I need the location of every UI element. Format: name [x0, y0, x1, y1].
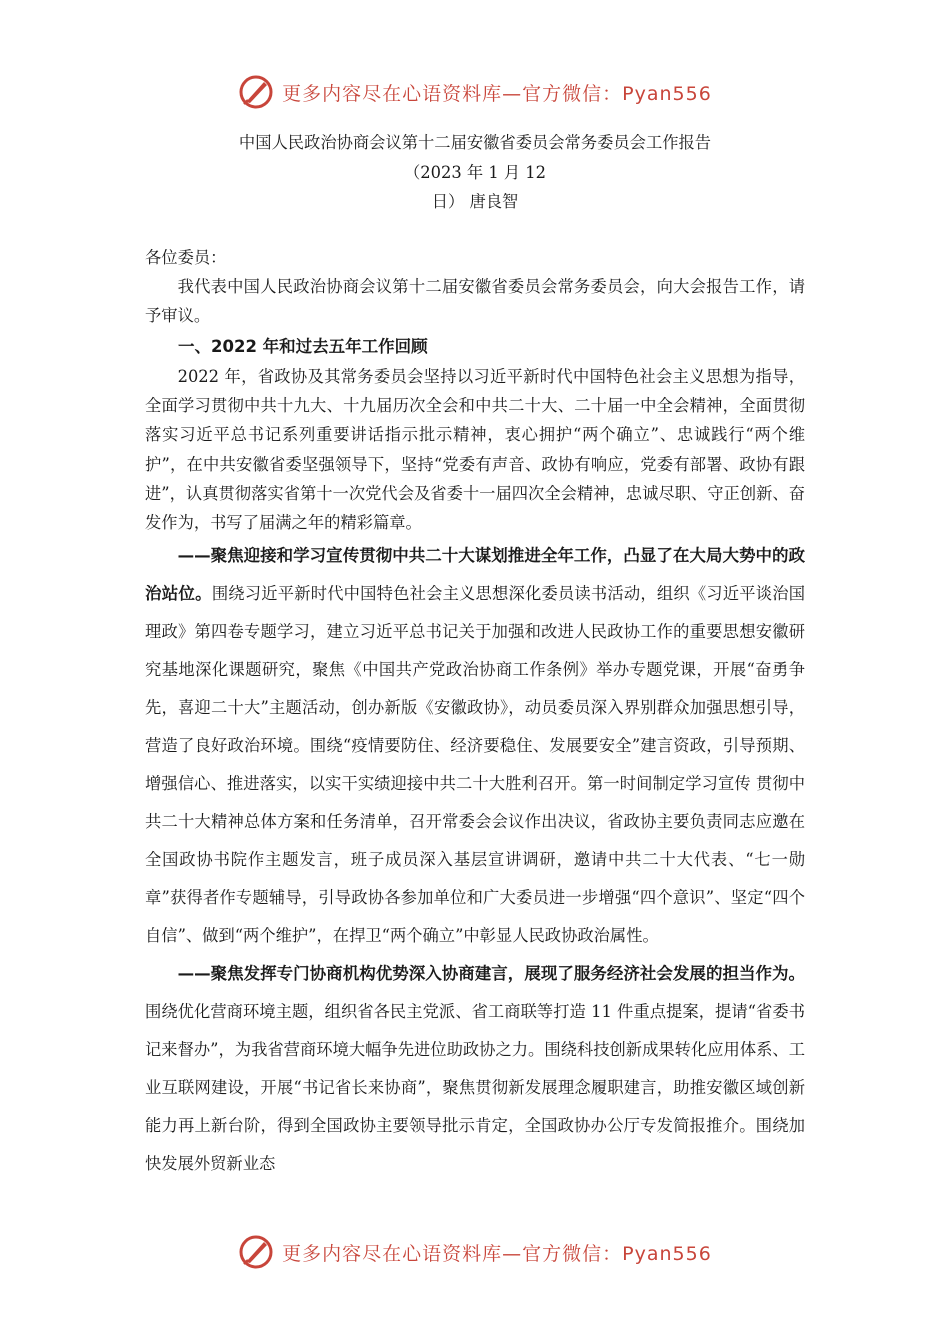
paragraph-2022-overview: 2022 年，省政协及其常务委员会坚持以习近平新时代中国特色社会主义思想为指导，全面学习贯彻中共十九大、十九届历次全会和中共二十大、二十届一中全会精神，全面贯彻落实习近平总书记系列重要讲话指示批示精神，衷心拥护“两个确立”、忠诚践行“两个维护”，在中共安徽省委坚强领导下，坚持“党委有声音、政协有响应，党委有部署、政协有跟进”，认真贯彻落实省第十一次党代会及省委十一届四次全会精神，忠诚尽职、守正创新、奋发作为，书写了届满之年的精彩篇章。: [145, 366, 805, 533]
paragraph-lead: ——聚焦发挥专门协商机构优势深入协商建言，展现了服务经济社会发展的担当作为。: [177, 964, 805, 984]
intro-paragraph: 我代表中国人民政治协商会议第十二届安徽省委员会常务委员会，向大会报告工作，请予审议。: [145, 276, 805, 326]
paragraph-body: 围绕习近平新时代中国特色社会主义思想深化委员读书活动，组织《习近平谈治国理政》第四卷专题学习，建立习近平总书记关于加强和改进人民政协工作的重要思想安徽研究基地深化课题研究，聚焦《中国共产党政治协商工作条例》举办专题党课，开展“奋勇争先，喜迎二十大”主题活动，创办新版《安徽政协》，动员委员深入界别群众加强思想引导，营造了良好政治环境。围绕“疫情要防住、经济要稳住、发展要安全”建言资政，引导预期、增强信心、推进落实，以实干实绩迎接中共二十大胜利召开。第一时间制定学习宣传 贯彻中共二十大精神总体方案和任务清单，召开常委会会议作出决议，省政协主要负责同志应邀在全国政协书院作主题发言，班子成员深入基层宣讲调研，邀请中共二十大代表、“七一勋章”获得者作专题辅导，引导政协各参加单位和广大委员进一步增强“四个意识”、坚定“四个自信”、做到“两个维护”，在捍卫“两个确立”中彰显人民政协政治属性。: [145, 584, 805, 946]
watermark-header: [0, 72, 950, 112]
document-author: 日） 唐良智: [431, 192, 519, 211]
watermark-text: 更多内容尽在心语资料库—官方微信：Pyan556: [282, 82, 712, 105]
watermark-text: 更多内容尽在心语资料库—官方微信：Pyan556: [282, 1242, 712, 1265]
watermark-footer: [0, 1232, 950, 1272]
section-heading: 一、2022 年和过去五年工作回顾: [178, 337, 428, 357]
document-body: [145, 128, 805, 1183]
salutation: 各位委员：: [145, 247, 227, 267]
paragraph-consultation: [145, 955, 805, 1183]
document-title: 中国人民政治协商会议第十二届安徽省委员会常务委员会工作报告: [238, 133, 712, 152]
quill-logo-icon: [238, 1234, 274, 1270]
quill-logo-icon: [238, 74, 274, 110]
paragraph-political-stance: [145, 537, 805, 955]
paragraph-body: 围绕优化营商环境主题，组织省各民主党派、省工商联等打造 11 件重点提案，提请“省委书记来督办”，为我省营商环境大幅争先进位助政协之力。围绕科技创新成果转化应用体系、工业互联网建设，开展“书记省长来协商”，聚焦贯彻新发展理念履职建言，助推安徽区域创新能力再上新台阶，得到全国政协主要领导批示肯定，全国政协办公厅专发简报推介。围绕加快发展外贸新业态: [145, 1002, 805, 1174]
paragraph-lead: ——聚焦迎接和学习宣传贯彻中共二十大谋划推进全年工作，凸显了在大局大势中的政治站位。: [145, 546, 805, 604]
document-date: （2023 年 1 月 12: [403, 162, 547, 182]
